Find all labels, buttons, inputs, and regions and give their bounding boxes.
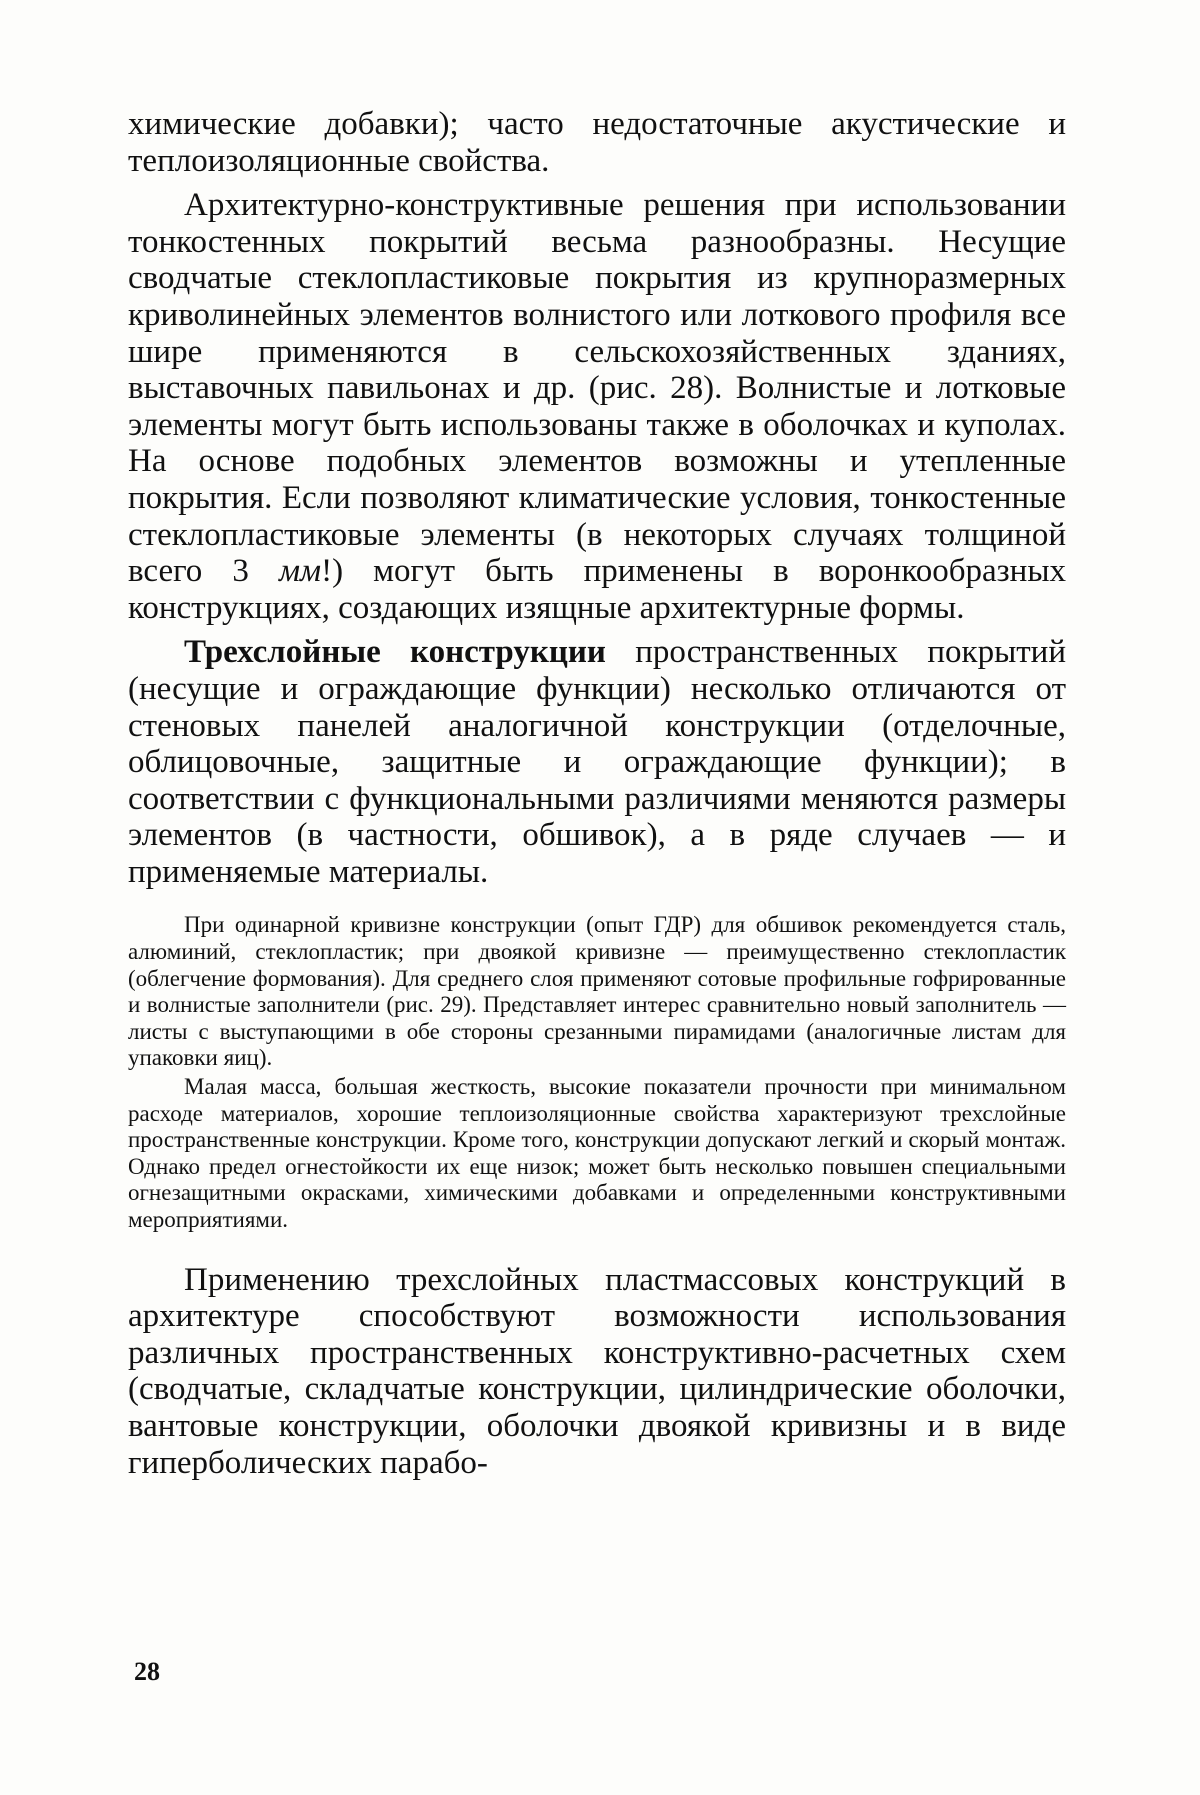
paragraph-text-after: !) могут быть применены в воронкообразных конструкциях, создающих изящные архитектурные формы. (128, 553, 1066, 626)
small-paragraph-curvature (128, 912, 1066, 1072)
small-paragraph-text: Малая масса, большая жесткость, высокие показатели прочности при минимальном расходе материалов, хорошие теплоизоляционные свойства характеризуют трехслойные пространственные конструкции. Кроме того, конструкции допускают легкий и скорый монтаж. Однако предел огнестойкости их еще низок; может быть несколько повышен специальными огнезащитными окрасками, химическими добавками и определенными конструктивными мероприятиями. (128, 1074, 1066, 1232)
paragraph-three-layer-structures (128, 634, 1066, 890)
paragraph-text: пространственных покрытий (несущие и ограждающие функции) несколько отличаются от стеновых панелей аналогичной конструкции (отделочные, облицовочные, защитные и ограждающие функции); в соответствии с функциональными различиями меняются размеры элементов (в частности, обшивок), а в ряде случаев — и применяемые материалы. (128, 634, 1066, 890)
paragraph-text: Архитектурно-конструктивные решения при использовании тонкостенных покрытий весьма разнообразны. Несущие сводчатые стеклопластиковые покрытия из крупноразмерных криволинейных элементов волнистого или лоткового профиля все шире применяются в сельскохозяйственных зданиях, выставочных павильонах и др. (рис. 28). Волнистые и лотковые элементы могут быть использованы также в оболочках и куполах. На основе подобных элементов возможны и утепленные покрытия. Если позволяют климатические условия, тонкостенные стеклопластиковые элементы (в некоторых случаях толщиной всего 3 (128, 187, 1066, 590)
text-column (128, 106, 1066, 1481)
paragraph-text: Применению трехслойных пластмассовых конструкций в архитектуре способствуют возможности использования различных пространственных конструктивно-расчетных схем (сводчатые, складчатые конструкции, цилиндрические оболочки, вантовые конструкции, оболочки двоякой кривизны и в виде гиперболических парабо- (128, 1261, 1066, 1481)
small-paragraph-properties (128, 1074, 1066, 1234)
paragraph-architectural-solutions (128, 187, 1066, 626)
small-print-block (128, 912, 1066, 1233)
page-number: 28 (134, 1657, 160, 1686)
paragraph-application (128, 1262, 1066, 1482)
paragraph-continuation (128, 106, 1066, 179)
unit-mm: мм (278, 553, 322, 590)
paragraph-lead-term: Трехслойные конструкции (184, 634, 606, 671)
paragraph-text: химические добавки); часто недостаточные акустические и теплоизоляционные свойства. (128, 106, 1066, 179)
small-paragraph-text: При одинарной кривизне конструкции (опыт ГДР) для обшивок рекомендуется сталь, алюминий, стеклопластик; при двоякой кривизне — преимущественно стеклопластик (облегчение формования). Для среднего слоя применяют сотовые профильные гофрированные и волнистые заполнители (рис. 29). Представляет интерес сравнительно новый заполнитель — листы с выступающими в обе стороны срезанными пирамидами (аналогичные листам для упаковки яиц). (128, 912, 1066, 1071)
